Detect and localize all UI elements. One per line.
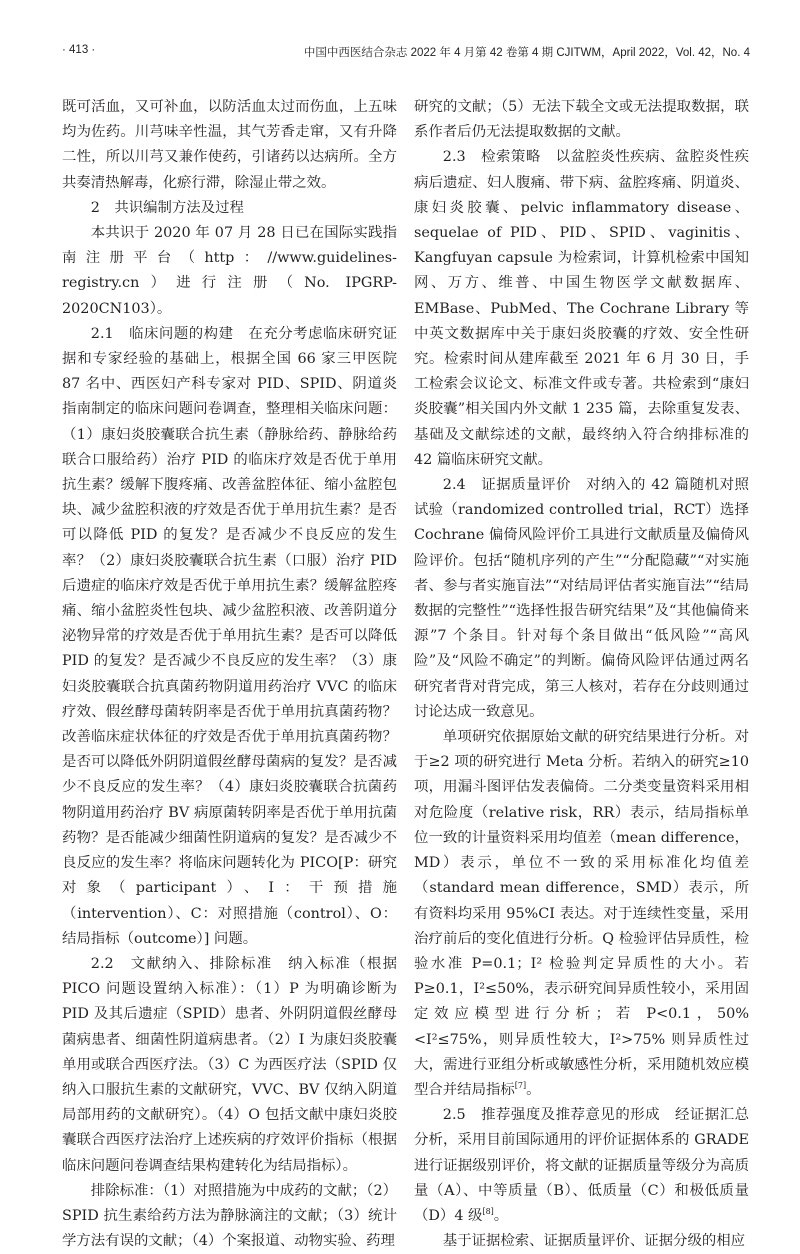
paragraph-2-2-inclusion-criteria: 2.2 文献纳入、排除标准 纳入标准（根据 PICO 问题设置纳入标准）：（1）P 为明确诊断为 PID 及其后遗症（SPID）患者、外阴阴道假丝酵母菌病患者、细菌性阴道病患者。（2）I 为康妇炎胶囊单用或联合西医疗法。（3）C 为西医疗法（SPID 仅纳入口服抗生素的文献研究，VVC、BV 仅纳入阴道局部用药的文献研究）。（4）O 包括文献中康妇炎胶囊联合西医疗法治疗上述疾病的疗效评价指标（根据临床问题问卷调查结果构建转化为结局指标）。 xyxy=(62,955,397,1174)
paragraph-2-1-clinical-questions: 2.1 临床问题的构建 在充分考虑临床研究证据和专家经验的基础上，根据全国 66 家三甲医院 87 名中、西医妇产科专家对 PID、SPID、阴道炎指南制定的临床问题问卷调查，整理相关临床问题：（1）康妇炎胶囊联合抗生素（静脉给药、静脉给药联合口服给药）治疗 PID 的临床疗效是否优于单用抗生素？缓解下腹疼痛、改善盆腔体征、缩小盆腔包块、减少盆腔积液的疗效是否优于单用抗生素？是否可以降低 PID 的复发？是否减少不良反应的发生率？（2）康妇炎胶囊联合抗生素（口服）治疗 PID 后遗症的临床疗效是否优于单用抗生素？缓解盆腔疼痛、缩小盆腔炎性包块、减少盆腔积液、改善阴道分泌物异常的疗效是否优于单用抗生素？是否可以降低 PID 的复发？是否减少不良反应的发生率？（3）康妇炎胶囊联合抗真菌药物阴道用药治疗 VVC 的临床疗效、假丝酵母菌转阴率是否优于单用抗真菌药物？改善临床症状体征的疗效是否优于单用抗真菌药物？是否可以降低外阴阴道假丝酵母菌病的复发？是否减少不良反应的发生率？（4）康妇炎胶囊联合抗菌药物阴道用药治疗 BV 病原菌转阴率是否优于单用抗菌药物？是否能减少细菌性阴道病的复发？是否减少不良反应的发生率？将临床问题转化为 PICO[P：研究对象（participant）、I：干预措施（intervention）、C：对照措施（control）、O：结局指标（outcome）] 问题。 xyxy=(62,325,397,947)
paragraph-registration: 本共识于 2020 年 07 月 28 日已在国际实践指南注册平台（http：//www.guidelines-registry.cn）进行注册（No. IPGRP-2020CN103）。 xyxy=(62,225,397,317)
journal-citation-line: 中国中西医结合杂志 2022 年 4 月第 42 卷第 4 期 CJITWM，April 2022，Vol. 42，No. 4 xyxy=(303,47,750,59)
paragraph-2-5-recommendation xyxy=(414,1103,749,1229)
sentence-end: 。 xyxy=(493,1207,509,1224)
paragraph-2-4-evidence-quality: 2.4 证据质量评价 对纳入的 42 篇随机对照试验（randomized controlled trial，RCT）选择 Cochrane 偏倚风险评价工具进行文献质量及偏倚风险评价。包括“随机序列的产生”“分配隐藏”“对实施者、参与者实施盲法”“对结局评估者实施盲法”“结局数据的完整性”“选择性报告研究结果”及“其他偏倚来源”7 个条目。针对每个条目做出“低风险”“高风险”及“风险不确定”的判断。偏倚风险评估通过两名研究者背对背完成，第三人核对，若存在分歧则通过讨论达成一致意见。 xyxy=(414,477,749,720)
sentence-end: 。 xyxy=(526,1081,541,1098)
meta-analysis-text: 单项研究依据原始文献的研究结果进行分析。对于≥2 项的研究进行 Meta 分析。若纳入的研究≥10 项，用漏斗图评估发表偏倚。二分类变量资料采用相对危险度（relative risk，RR）表示，结局指标单位一致的计量资料采用均值差（mean difference，MD）表示，单位不一致的采用标准化均值差（standard mean difference，SMD）表示，所有资料均采用 95%CI 表达。对于连续性变量，采用治疗前后的变化值进行分析。Q 检验评估异质性，检验水准 P=0.1；I² 检验判定异质性的大小。若 P≥0.1，I²≤50%，表示研究间异质性较小，采用固定效应模型进行分析；若 P<0.1，50%<I²≤75%，则异质性较大，I²>75% 则异质性过大，需进行亚组分析或敏感性分析，采用随机效应模型合并结局指标 xyxy=(414,729,749,1098)
paragraph-final-partial: 基于证据检索、证据质量评价、证据分级的相应 xyxy=(442,1233,746,1250)
left-column xyxy=(62,95,397,1254)
paragraph-exclusion-criteria: 排除标准：（1）对照措施为中成药的文献；（2）SPID 抗生素给药方法为静脉滴注的文献；（3）统计学方法有误的文献；（4）个案报道、动物实验、药理 xyxy=(62,1182,397,1250)
paragraph-meta-analysis xyxy=(414,725,749,1103)
paragraph-exclusion-continued: 研究的文献；（5）无法下载全文或无法提取数据，联系作者后仍无法提取数据的文献。 xyxy=(414,99,749,141)
right-column xyxy=(414,95,749,1254)
paragraph-herb-roles: 既可活血，又可补血，以防活血太过而伤血，上五味均为佐药。川芎味辛性温，其气芳香走窜，又有升降二性，所以川芎又兼作使药，引诸药以达病所。全方共奏清热解毒，化瘀行滞，除湿止带之效。 xyxy=(62,99,397,191)
paragraph-2-3-search-strategy: 2.3 检索策略 以盆腔炎性疾病、盆腔炎性疾病后遗症、妇人腹痛、带下病、盆腔疼痛、阴道炎、康妇炎胶囊、pelvic inflammatory disease、sequelae of PID、PID、SPID、vaginitis、Kangfuyan capsule 为检索词，计算机检索中国知网、万方、维普、中国生物医学文献数据库、EMBase、PubMed、The Cochrane Library 等中英文数据库中关于康妇炎胶囊的疗效、安全性研究。检索时间从建库截至 2021 年 6 月 30 日，手工检索会议论文、标准文件或专著。共检索到“康妇炎胶囊”相关国内外文献 1 235 篇，去除重复发表、基础及文献综述的文献，最终纳入符合纳排标准的 42 篇临床研究文献。 xyxy=(414,149,749,468)
page-number: · 413 · xyxy=(62,44,96,56)
running-header xyxy=(62,44,750,64)
recommendation-text: 2.5 推荐强度及推荐意见的形成 经证据汇总分析，采用目前国际通用的评价证据体系的 GRADE 进行证据级别评价，将文献的证据质量等级分为高质量（A）、中等质量（B）、低质量（C）和极低质量（D）4 级 xyxy=(414,1107,749,1224)
citation-ref-7: [7] xyxy=(514,1081,527,1091)
section-heading-2: 2 共识编制方法及过程 xyxy=(90,199,244,216)
citation-ref-8: [8] xyxy=(482,1207,494,1217)
